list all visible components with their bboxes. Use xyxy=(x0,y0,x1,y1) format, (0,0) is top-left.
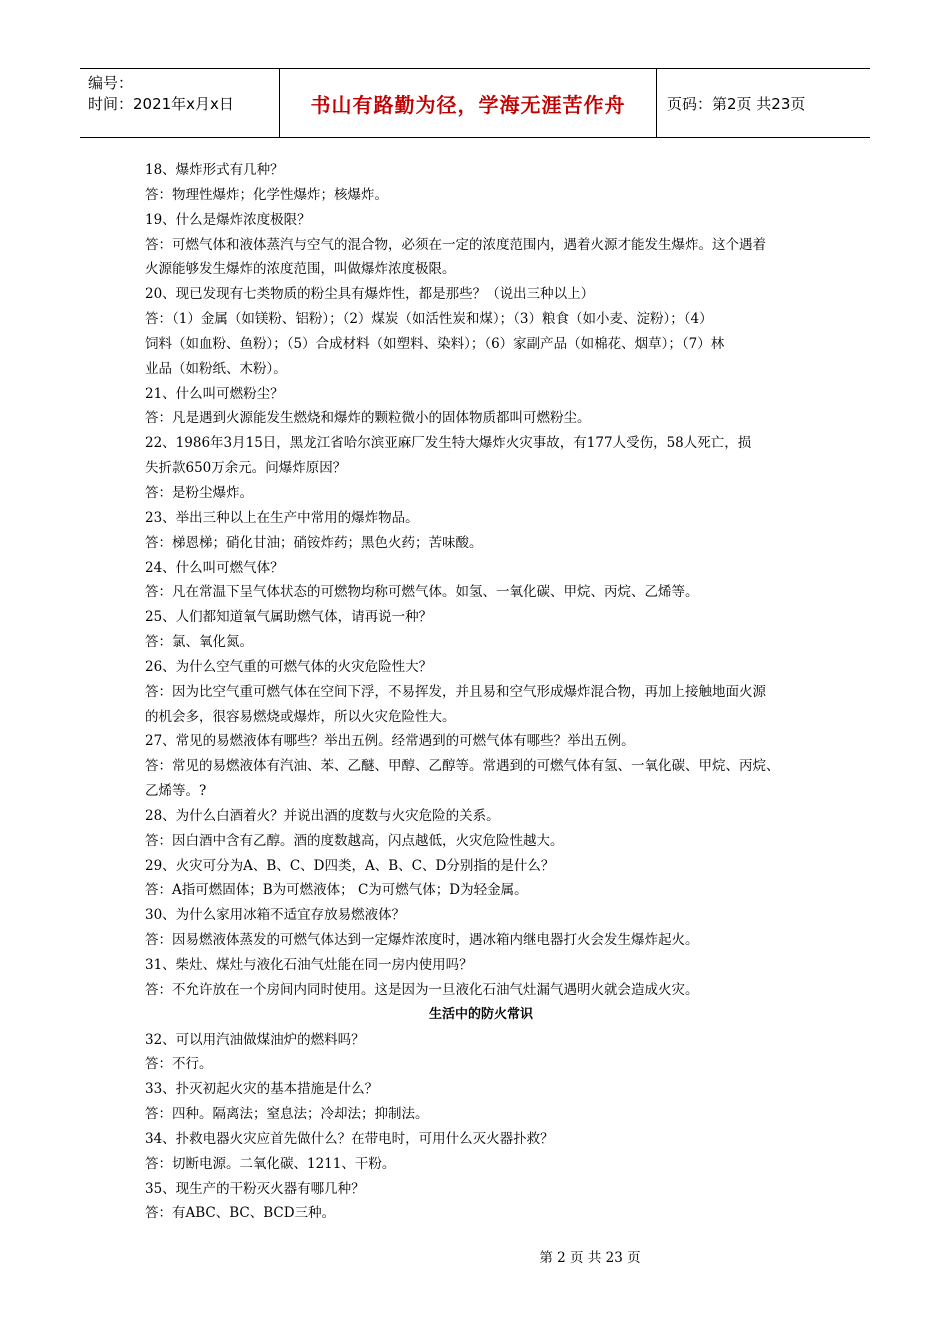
question-line: 25、人们都知道氧气属助燃气体，请再说一种？ xyxy=(145,609,433,626)
question-line: 26、为什么空气重的可燃气体的火灾危险性大？ xyxy=(145,658,433,675)
answer-line: 答：因白酒中含有乙醇。酒的度数越高，闪点越低，火灾危险性越大。 xyxy=(145,832,564,849)
answer-line: 答：可燃气体和液体蒸汽与空气的混合物，必须在一定的浓度范围内，遇着火源才能发生爆炸。这个遇着 xyxy=(145,236,766,253)
question-line: 23、举出三种以上在生产中常用的爆炸物品。 xyxy=(145,509,419,526)
page-header xyxy=(80,68,870,138)
time-label: 时间：2021年x月x日 xyxy=(88,95,234,113)
question-line: 18、爆炸形式有几种？ xyxy=(145,162,284,178)
question-line: 32、可以用汽油做煤油炉的燃料吗？ xyxy=(145,1031,365,1048)
question-line: 28、为什么白酒着火？并说出酒的度数与火灾危险的关系。 xyxy=(145,807,500,824)
document-body xyxy=(145,158,817,1226)
answer-line: 答：氯、氧化氮。 xyxy=(145,634,253,651)
answer-line: 答：凡在常温下呈气体状态的可燃物均称可燃气体。如氢、一氧化碳、甲烷、丙烷、乙烯等。 xyxy=(145,584,699,601)
answer-line: 饲料（如血粉、鱼粉）；（5）合成材料（如塑料、染料）；（6）家副产品（如棉花、烟草）；（7）林 xyxy=(145,335,725,352)
answer-line: 答：有ABC、BC、BCD三种。 xyxy=(145,1205,336,1222)
answer-line: 答：A指可燃固体；B为可燃液体； C为可燃气体；D为轻金属。 xyxy=(145,882,528,899)
answer-line: 答：常见的易燃液体有汽油、苯、乙醚、甲醇、乙醇等。常遇到的可燃气体有氢、一氧化碳、甲烷、丙烷、 xyxy=(145,758,780,775)
question-line: 34、扑救电器火灾应首先做什么？在带电时，可用什么灭火器扑救？ xyxy=(145,1130,554,1147)
answer-line: 乙烯等。? xyxy=(145,783,207,800)
question-line: 29、火灾可分为A、B、C、D四类，A、B、C、D分别指的是什么？ xyxy=(145,857,555,874)
page-footer xyxy=(0,1246,950,1266)
answer-line: 答：不行。 xyxy=(145,1056,213,1073)
answer-line: 答：因为比空气重可燃气体在空间下浮，不易挥发，并且易和空气形成爆炸混合物，再加上接触地面火源 xyxy=(145,683,766,700)
number-label: 编号： xyxy=(88,74,134,92)
question-line: 20、现已发现有七类物质的粉尘具有爆炸性，都是那些？（说出三种以上） xyxy=(145,286,595,303)
answer-line: 的机会多，很容易燃烧或爆炸，所以火灾危险性大。 xyxy=(145,708,456,725)
header-motto: 书山有路勤为径，学海无涯苦作舟 xyxy=(280,69,657,137)
page-number: 第 2 页 共 23 页 xyxy=(539,1250,641,1266)
question-line: 30、为什么家用冰箱不适宜存放易燃液体？ xyxy=(145,907,406,924)
answer-line: 答：是粉尘爆炸。 xyxy=(145,484,253,501)
question-line: 35、现生产的干粉灭火器有哪几种？ xyxy=(145,1180,365,1197)
question-line: 31、柴灶、煤灶与液化石油气灶能在同一房内使用吗？ xyxy=(145,957,473,973)
answer-line: 答：切断电源。二氧化碳、1211、干粉。 xyxy=(145,1155,396,1172)
answer-line: 业品（如粉纸、木粉）。 xyxy=(145,360,287,377)
header-meta xyxy=(80,69,280,137)
answer-line: 答：梯恩梯；硝化甘油；硝铵炸药；黑色火药；苦味酸。 xyxy=(145,534,483,551)
question-line: 19、什么是爆炸浓度极限？ xyxy=(145,211,311,228)
question-line: 22、1986年3月15日，黑龙江省哈尔滨亚麻厂发生特大爆炸火灾事故，有177人受伤，58人死亡，损 xyxy=(145,435,752,452)
header-page-info: 页码：第2页 共23页 xyxy=(667,94,806,113)
section-heading: 生活中的防火常识 xyxy=(428,1006,533,1022)
question-line: 27、常见的易燃液体有哪些？举出五例。经常遇到的可燃气体有哪些？举出五例。 xyxy=(145,733,635,750)
answer-line: 答：（1）金属（如镁粉、铝粉）；（2）煤炭（如活性炭和煤）；（3）粮食（如小麦、淀粉）；（4） xyxy=(145,311,713,328)
answer-line: 火源能够发生爆炸的浓度范围，叫做爆炸浓度极限。 xyxy=(145,261,456,278)
answer-line: 答：凡是遇到火源能发生燃烧和爆炸的颗粒微小的固体物质都叫可燃粉尘。 xyxy=(145,410,591,427)
question-line: 33、扑灭初起火灾的基本措施是什么？ xyxy=(145,1081,379,1098)
answer-line: 答：不允许放在一个房间内同时使用。这是因为一旦液化石油气灶漏气遇明火就会造成火灾。 xyxy=(145,981,699,998)
question-line: 24、什么叫可燃气体？ xyxy=(145,559,284,576)
answer-line: 答：因易燃液体蒸发的可燃气体达到一定爆炸浓度时，遇冰箱内继电器打火会发生爆炸起火。 xyxy=(145,932,699,949)
answer-line: 答：物理性爆炸；化学性爆炸；核爆炸。 xyxy=(145,186,388,203)
answer-line: 答：四种。隔离法；窒息法；冷却法；抑制法。 xyxy=(145,1106,429,1123)
question-line: 21、什么叫可燃粉尘？ xyxy=(145,385,284,402)
question-line: 失折款650万余元。问爆炸原因？ xyxy=(145,460,347,477)
